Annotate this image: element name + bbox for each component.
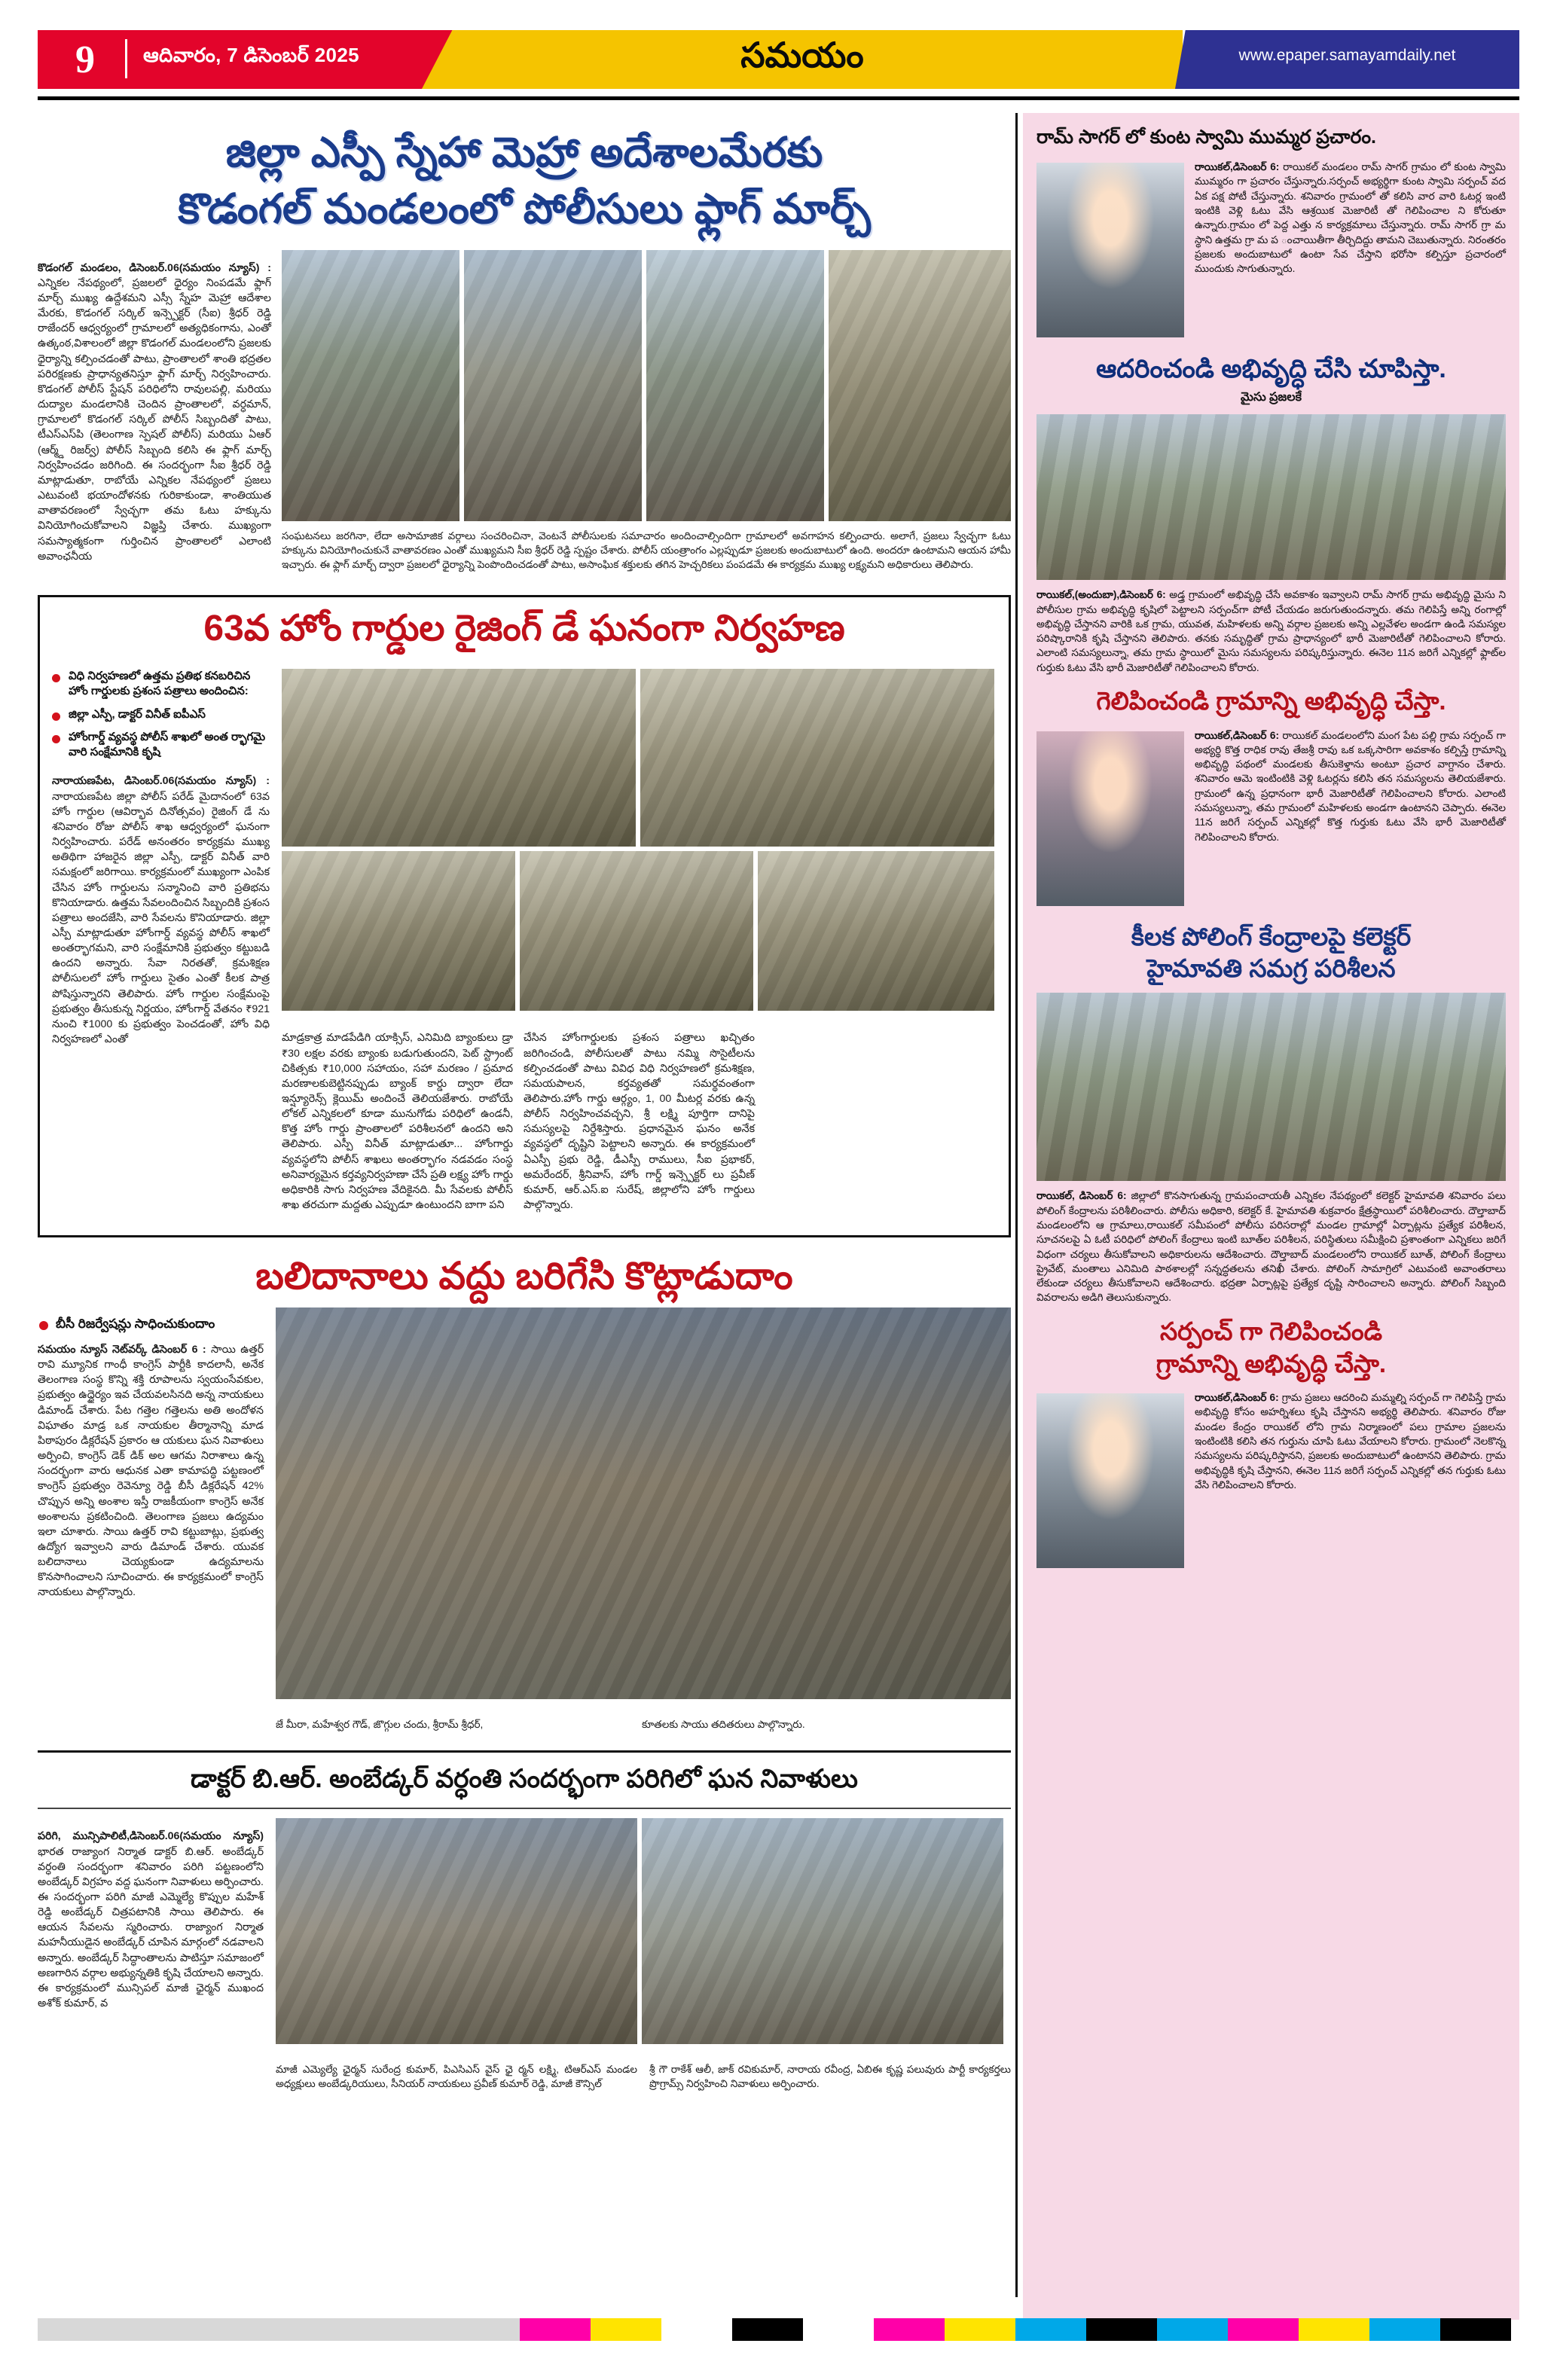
story1-text-column [38,250,271,582]
right-item-1-dateline: రాయికల్,డిసెంబర్ 6: [1195,161,1280,173]
right-item-ram-sagar [1036,125,1506,342]
story1-headline-line1: జిల్లా ఎస్పీ స్నేహా మెహ్రా అదేశాలమేరకు [225,129,823,175]
story4-photo-1 [276,1818,637,2044]
story2-col3: చేసిన హోంగార్డులకు ప్రశంస పత్రాలు ఖచ్చితం జరిగించండి, పోలీసులతో పాటు నమ్మి సొసైటీలను కల్పించడంతో పాటు వివిధ విధి నిర్వహణలో క్రమశిక్షణ, సమయపాలన, కర్తవ్యతతో సమర్థవంతంగా తెలిపారు.హోం గార్డు ఆర్గ్యం, 1, 00 మీటర్ల వరకు ఉన్న పోలీస్ నిర్వహించవచ్చని, శ్రీ లక్ష్మి పూర్తిగా దానిపై సమస్యలపై నిర్దేశిస్తారు. ప్రధానమైన ఘనం అనేక వ్యవస్థలో దృష్టిని పెట్టాలని అన్నారు. ఈ కార్యక్రమంలో ఏఎస్పీ ప్రభు రెడ్డి, డీఎస్పీ రాములు, సీఐ ప్రభాకర్, అమరేందర్, శ్రీనివాస్, హోం గార్డ్ ఇన్స్పెక్టర్ లు ప్రవీణ్ కుమార్, ఆర్.ఎస్.ఐ సురేష్, జిల్లాలోని హోం గార్డులు పాల్గొన్నారు. [524,1032,755,1212]
right-item-4-body [1036,1188,1506,1304]
footer-swatch-4 [803,2318,874,2341]
story2-bullet-2: జిల్లా ఎస్పీ, డాక్టర్ వినీత్ ఐపీఎస్ [52,707,270,722]
story2-photo-5 [758,851,994,1011]
right-item-5-headline-line1: సర్పంచ్ గా గెలిపించండి [1159,1317,1383,1345]
right-item-4-dateline: రాయికల్, డిసెంబర్ 6: [1036,1190,1127,1202]
story4-photo-2 [642,1818,1003,2044]
story2-body-col1 [52,774,270,1047]
story1-caption: సంఘటనలు జరగినా, లేదా అసామాజిక వర్గాలు సంచరించినా, వెంటనే పోలీసులకు సమాచారం అందించాల్సిందిగా గ్రామాలలో అవగాహన కల్పించారు. అలాగే, ప్రజలు స్వేచ్ఛగా ఓటు హక్కును వినియోగించుకునే వాతావరణం ఎంతో ముఖ్యమని సీఐ శ్రీధర్ రెడ్డి స్పష్టం చేశారు. పోలీస్ యంత్రాంగం ఎల్లప్పుడూ ప్రజలకు అందుబాటులో ఉంది. అందరూ ఉంటామని ఆయన హామీ ఇచ్చారు. ఈ ఫ్లాగ్ మార్చ్ ద్వారా ప్రజలలో ధైర్యాన్ని పెంపొందించడంతో పాటు, అసాంఘిక శక్తులకు తగిన హెచ్చరికలు పంపడమే ఈ కార్యక్రమ ముఖ్య లక్ష్యమని అధికారులు తెలిపారు. [282,529,1011,570]
story2-photo-1 [282,669,636,847]
right-item-5-headline [1036,1316,1506,1381]
footer-swatch-1 [591,2318,661,2341]
story2-photo-2 [640,669,994,847]
right-item-2-text: అడ్త్ర గ్రామంలో అభివృద్ధి చేసే అవకాశం ఇవ్వాలని రామ్ సాగర్ గ్రామ అభివృద్ధి మైసు ని పోలీసుల గ్రామ అభివృద్ధి కృషిలో పెట్టాలని సర్పంచ్‌గా పోటీ చేయడం జరుగుతుందన్నారు. తమ గెలిపిస్తే అన్ని రంగాల్లో అభివృద్ధి చేస్తానని వారికి ఒక గ్రామ, యువత, మహిళలకు అన్ని వర్గాల ప్రజలకు అన్ని ఎల్లవేళల అండగా ఉండి సమస్యల పరిష్కారానికి కృషి చేస్తానని తెలిపారు. తనకు సమృద్ధితో గ్రామ ప్రాధాన్యంలో భారీ మెజారిటీతో గెలిపించాలని కోరారు. ఎలాంటి సమస్యలున్నా, తమ గ్రామ స్థాయిలో మైసు సమస్యలను పరిష్కరిస్తున్నారు. ఈనెల 11న జరిగే ఎన్నికల్లో ఫ్లాట్‌ల గుర్తుకు ఓటు వేసి భారీ మెజారిటీతో గెలిపించాలని కోరారు. [1036,589,1506,673]
story4-top-rule [38,1750,1011,1753]
footer-swatch-7 [1015,2318,1086,2341]
footer-swatch-3 [732,2318,803,2341]
footer-swatch-12 [1369,2318,1440,2341]
story3-subhead: బీసీ రిజర్వేషన్లు సాధించుకుందాం [38,1317,264,1335]
story2-bullet-3: హోంగార్డ్ వ్యవస్థ పోలీస్ శాఖలో అంత ర్భాగమై వారి సంక్షేమానికి కృషి [52,730,270,761]
story1-headline [38,127,1011,235]
publication-title: సమయం [740,35,864,75]
right-item-5-dateline: రాయికల్,డిసెంబర్ 6: [1195,1392,1279,1404]
story3-caption-left: జే మీరా, మహేశ్వర గౌడ్, జొగ్గుల చందు, శ్రీరామ్ శ్రీధర్, [276,1718,484,1730]
right-item-collector [1036,921,1506,1305]
right-item-4-headline-line2: హైమావతి సమగ్ర పరిశీలన [1146,954,1396,983]
right-item-4-photo [1036,993,1506,1181]
right-column [1023,113,1519,2320]
right-item-5-text: గ్రామ ప్రజలు ఆదరించి మమ్మల్ని సర్పంచ్ గా గెలిపిస్తే గ్రామ అభివృద్ధి కోసం అహర్నిశలు కృషి చేస్తానని అభ్యర్థి తెలిపారు. శనివారం రోజు మండల కేంద్రం రాయికల్ లోని గ్రామ నిర్మాణంలో పలు గ్రామాల ప్రజలను ఇంటింటికి కలిసి తన గుర్తును చూపి ఓటు వేయాలని కోరారు. గ్రామంలో నెలకొన్న సమస్యలను పరిష్కరిస్తానని, ప్రజలకు అందుబాటులో ఉంటానని తెలిపారు. గ్రామ అభివృద్ధికి కృషి చేస్తానని, ఈనెల 11న జరిగే సర్పంచ్ ఎన్నికల్లో తన గుర్తుకు ఓటు వేసి గెలిపించాలని కోరారు. [1195,1392,1507,1491]
right-item-2-photo [1036,414,1506,580]
story4-caption-right: శ్రీ గౌ రాకేశ్ ఆలీ, జాక్ రవికుమార్, నారాయ రవీంద్ర, ఏబిఈ కృష్ణ పలువురు పార్టీ కార్యకర్తలు ప్రొగ్రామ్స్ నిర్వహించి నివాళులు అర్పించారు. [649,2063,1011,2089]
right-item-5-headline-line2: గ్రామాన్ని అభివృద్ధి చేస్తా. [1156,1349,1387,1378]
right-item-3-dateline: రాయికల్,డిసెంబర్ 6: [1195,729,1279,741]
story4-photo-group [276,1818,1011,2101]
story2-left-column [52,669,270,1223]
story1-photo-group [282,250,1011,582]
story4-body-text: భారత రాజ్యాంగ నిర్మాత డాక్టర్ బి.ఆర్. అంబేడ్కర్ వర్ధంతి సందర్భంగా శనివారం పరిగి పట్టణంలోని అంబేడ్కర్ విగ్రహం వద్ద ఘనంగా నివాళులు అర్పించారు. ఈ సందర్భంగా పరిగి మాజీ ఎమ్మెల్యే కొప్పుల మహేశ్ రెడ్డి అంబేడ్కర్ చిత్రపటానికి సాయి తెలిపారు. ఈ ఆయన సేవలను స్మరించారు. రాజ్యాంగ నిర్మాత మహనీయుడైన అంబేడ్కర్ చూపిన మార్గంలో నడవాలని అన్నారు. అంబేడ్కర్ సిద్ధాంతాలను పాటిస్తూ సమాజంలో అణగారిన వర్గాల అభ్యున్నతికి కృషి చేయాలని అన్నారు. ఈ కార్యక్రమంలో మున్సిపల్ మాజీ ఛైర్మన్ ముఖంద అశోక్ కుమార్, వ [38,1845,264,2010]
story3-text-column [38,1307,264,1741]
story3-dateline: సమయం న్యూస్ నెట్‌వర్క్ డిసెంబర్ 6 : [38,1343,206,1356]
right-item-1-text: రాయికల్ మండలం రామ్ సాగర్ గ్రామం లో కుంట స్వామి ముమ్మరం గా ప్రచారం చేస్తున్నారు.సర్పంచ్ అభ్యర్థిగా కుంట స్వామి సర్పంచ్ వద ఏక పక్ష పోటీ చేస్తున్నారు. శనివారం గ్రామంలో తో కలిసి వార వారి ఓటర్ల ఇంటి ఇంటికి వెళ్లి ఓటు వేసి ఆశ్రయిక మెజారిటీ తో గెలిపించాల ని కోరుతూ ఉన్నారు.గ్రామం లో పెద్ద ఎత్తు న కార్యక్రమాలు చేస్తున్నారు. రామ్ సాగర్ గ్రా మ స్థాని ఉత్తమ గ్రా మ ప ంచాయితీగా తీర్చిదిద్దు తామని చెబుతున్నారు. నిరంతరం ప్రజలకు అందుబాటులో ఉంటా సేవ చేస్తాని భరోసా కల్పిస్తూ ప్రచారంలో ముందుకు సాగుతున్నారు. [1195,161,1507,275]
masthead-rule [38,96,1519,100]
story1-photo-1 [282,250,459,521]
right-item-3-portrait [1036,731,1184,906]
story-flag-march [38,127,1011,581]
story4-dateline: పరిగి, మున్సిపాలిటీ,డిసెంబర్.06(సమయం న్యూస్) [38,1830,264,1843]
right-item-gelipinchandi [1036,685,1506,910]
footer-swatch-9 [1157,2318,1228,2341]
story3-caption-right: కూతలకు సాయు తదితరులు పాల్గొన్నారు. [642,1718,805,1730]
story4-text-column [38,1818,264,2101]
right-item-1-portrait [1036,163,1184,337]
footer-swatch-6 [945,2318,1015,2341]
footer-swatch-5 [874,2318,945,2341]
story4-caption-left: మాజీ ఎమ్యెల్యే ఛైర్మన్ సురేంద్ర కుమార్, పిఎసిఎస్ వైస్ ఛై ర్మన్ లక్ష్మి, టిఆర్ఎస్ మండల అధ్యక్షులు అంబేడ్కరియులు, సీనియర్ నాయకులు ప్రవీణ్ కుమార్ రెడ్డి, మాజీ కౌన్సిల్ [276,2063,637,2089]
main-column [38,113,1011,2320]
story3-body [38,1342,264,1600]
story2-bullets [52,669,270,760]
right-item-4-text: జిల్లాలో కొనసాగుతున్న గ్రామపంచాయతీ ఎన్నికల నేపథ్యంలో కలెక్టర్ హైమావతి శనివారం పలు పోలింగ్ కేంద్రాలను పరిశీలించారు. పోలీసు అధికారి, కలెక్టర్ కే. హైమావతి శుక్రవారం క్షేత్రస్థాయిలో పరిశీలించారు. దౌల్తాబాద్ మండలంలోని ఆ గ్రామాలు,రాయికల్ సమీపంలో పోలీసు పరిసరాల్లో మండల గ్రామాల్లో ఏర్పాట్లను ప్రత్యేక పరిశీలన, సూచనలపై ఏ ఓటీ పరిధిలో పోలింగ్ కేంద్రాలు ఇంటి బూత్‌ల పరిశీలన, పరిస్థితులు సమీక్షించి ప్రశాంతంగా ఎన్నికలు జరిగే విధంగా చర్యలు తీసుకోవాలని అధికారులను ఆదేశించారు. దౌల్తాబాద్ మండలంలోని రాయికల్ బూత్, పోలింగ్ కేంద్రాలు ప్రైవేట్, మంతాలు ఎనిమిది పాఠశాలల్లో సన్నద్ధతలను తనిఖీ చేశారు. పోలింగ్ సామాగ్రిలో ఎటువంటి అవాంతరాలు లేకుండా చర్యలు తీసుకోవాలని ఆదేశించారు. భద్రతా ఏర్పాట్లపై ప్రత్యేక దృష్టి సారించాలని అన్నారు. పోలింగ్ సిబ్బంది వివరాలను అడిగి తెలుసుకున్నారు. [1036,1190,1506,1304]
story2-photo-4 [520,851,753,1011]
story-home-guards [38,595,1011,1237]
right-item-sarpanch [1036,1316,1506,1573]
right-item-5-portrait [1036,1393,1184,1568]
story4-body [38,1829,264,2011]
column-divider [1015,113,1018,2297]
story-ambedkar [38,1765,1011,2101]
website-url[interactable]: www.epaper.samayamdaily.net [1238,47,1456,64]
story1-body [38,261,271,564]
footer-swatch-11 [1299,2318,1369,2341]
masthead [0,0,1557,113]
right-item-2-subhead: మైసు ప్రజలకే [1241,391,1302,404]
right-item-3-text: రాయికల్ మండలంలోని మంగ పేట పల్లి గ్రామ సర్పంచ్ గా అభ్యర్థి కొత్త రాధిక రావు తేజశ్రీ రావు ఒక ఒక్కసారిగా అవకాశం కల్పిస్తే గ్రామాన్ని అభివృద్ధి పథంలో మండలకు తీసుకెళ్తాను అంటూ ప్రచార వాగ్దానం చేశారు. శనివారం ఆమె ఇంటింటికి వెళ్లి ఓటర్లను కలిసి తన సమస్యలను తెలియజేశారు. గ్రామంలో ఉన్న ప్రధానంగా భారీ మెజారిటీతో గెలిపించాలని కోరారు. ఎలాంటి సమస్యలున్నా, తమ గ్రామంలో మహిళలకు అండగా ఉంటానని చెప్పారు. ఈనెల 11న జరిగే సర్పంచ్ ఎన్నికల్లో కొత్త గుర్తుకు ఓటు వేసి భారీ మెజారిటీతో గెలిపించాలని కోరారు. [1195,729,1507,843]
right-item-2-headline: ఆదరించండి అభివృద్ధి చేసి చూపిస్తా. [1096,355,1446,384]
masthead-date: ఆదివారం, 7 డిసెంబర్ 2025 [143,44,359,66]
story-bc-reservation [38,1253,1011,1741]
story3-photo-main [276,1307,1011,1699]
story1-dateline: కొడంగల్ మండలం, డిసెంబర్.06(సమయం న్యూస్) : [38,261,271,274]
footer-color-bars [38,2318,1519,2341]
footer-swatch-2 [661,2318,732,2341]
right-item-adarinchandi [1036,352,1506,675]
story1-photo-3 [646,250,824,521]
right-item-1-headline: రామ్ సాగర్ లో కుంట స్వామి ముమ్మర ప్రచారం. [1036,127,1376,148]
masthead-divider [125,39,127,78]
story2-col1-text: నారాయణపేట జిల్లా పోలీస్ పరేడ్ మైదానంలో 63వ హోం గార్డుల (ఆవిర్భావ దినోత్సవం) రైజింగ్ డే ను శనివారం రోజు పోలీస్ శాఖ ఆధ్వర్యంలో ఘనంగా నిర్వహించారు. పరేడ్ అనంతరం కార్యక్రమ ముఖ్య అతిథిగా హాజరైన జిల్లా ఎస్పీ, డాక్టర్ వినీత్ వారి సమక్షంలో జరిగాయి. కార్యక్రమంలో ముఖ్యంగా ఎంపిక చేసిన హోం గార్డులను సన్మానించి వారి ప్రతిభను కొనియాడారు. ఉత్తమ సేవలందించిన సిబ్బందికి ప్రశంస పత్రాలు అందజేసి, వారి సేవలను కొనియాడారు. జిల్లా ఎస్పీ మాట్లాడుతూ హోంగార్డ్ వ్యవస్థ పోలీస్ శాఖలో అంతర్భాగమని, వారి సంక్షేమానికి ప్రభుత్వం కట్టుబడి ఉందని అన్నారు. సేవా నిరతతో, క్రమశిక్షణ పోలీసులలో హోం గార్డులు సైతం ఎంతో కీలక పాత్ర పోషిస్తున్నారని తెలిపారు. హోం గార్డుల సంక్షేమంపై ప్రభుత్వం తీసుకున్న నిర్ణయం, హోంగార్డ్ వేతనం ₹921 నుంచి ₹1000 కు ప్రభుత్వం పెంచడంతో, హోం విధి నిర్వహణలో ఎంతో [52,790,270,1046]
right-item-4-headline [1036,921,1506,986]
story2-photo-3 [282,851,515,1011]
story4-headline: డాక్టర్ బి.ఆర్. అంబేడ్కర్ వర్ధంతి సందర్భంగా పరిగిలో ఘన నివాళులు [191,1765,858,1794]
page-number: 9 [75,38,95,81]
story1-headline-line2: కొడంగల్ మండలంలో పోలీసులు ఫ్లాగ్ మార్చ్ [178,185,871,232]
story2-bullet-1: విధి నిర్వహణలో ఉత్తమ ప్రతిభ కనబరిచిన హోం గార్డులకు ప్రశంస పత్రాలు అందించిన: [52,669,270,700]
footer-swatch-8 [1086,2318,1157,2341]
right-item-3-headline: గెలిపించండి గ్రామాన్ని అభివృద్ధి చేస్తా. [1096,687,1446,716]
story1-photo-4 [829,250,1011,521]
right-item-2-body [1036,587,1506,675]
story1-body-text: ఎన్నికల నేపథ్యంలో, ప్రజలలో ధైర్యం నింపడమే ఫ్లాగ్ మార్చ్ ముఖ్య ఉద్దేశమని ఎస్సీ స్నేహ మెహ్రా ఆదేశాల మేరకు, కొడంగల్ సర్కిల్ ఇన్స్పెక్టర్ (సీఐ) శ్రీధర్ రెడ్డి రాజేందర్ ఆధ్వర్యంలో గ్రామాలలో అత్యధికంగాను, ఎంతో ఉత్కంఠ,విశాలంలో జిల్లా కొడంగల్ మండలంలోని ప్రజలకు ధైర్యాన్ని కల్పించడంతో పాటు, ప్రాంతాలలో శాంతి భద్రతల పరిరక్షణకు ప్రాధాన్యతనిస్తూ ఫ్లాగ్ మార్చ్ నిర్వహించారు. కొడంగల్ పోలీస్ స్టేషన్ పరిధిలోని రావులపల్లి, మరియు దుద్యాల మండలానికి చెందిన ప్రాంతాలలో, వర్ధమాన్, గ్రామాలలో కొడంగల్ సర్కిల్ పోలీస్ సిబ్బందితో పాటు, టీఎస్‌ఎస్‌పి (తెలంగాణ స్పెషల్ పోలీస్) మరియు ఏఆర్ (ఆర్మ్డ్ రిజర్వ్) పోలీస్ సిబ్బంది కలిసి ఈ ఫ్లాగ్ మార్చ్ నిర్వహించడం జరిగింది. ఈ సందర్భంగా సీఐ శ్రీధర్ రెడ్డి మాట్లాడుతూ, రాబోయే ఎన్నికల నేపథ్యంలో ప్రజలు ఎటువంటి భయాందోళనకు గురికాకుండా, శాంతియుత వాతావరణంలో స్వేచ్ఛగా తమ ఓటు హక్కును వినియోగించుకోవాలని విజ్ఞప్తి చేశారు. ముఖ్యంగా సమస్యాత్మకంగా గుర్తించిన ప్రాంతాలలో ఎలాంటి అవాంఛనీయ [38,276,271,563]
story3-photo-group [276,1307,1011,1741]
right-item-4-headline-line1: కీలక పోలింగ్ కేంద్రాలపై కలెక్టర్ [1131,922,1412,950]
story1-photo-2 [464,250,642,521]
story3-headline: బలిదానాలు వద్దు బరిగేసి కొట్లాడుదాం [255,1255,793,1298]
story2-right-column [282,669,997,1223]
story4-rule [38,1808,1011,1809]
footer-swatch-10 [1228,2318,1299,2341]
footer-swatch-0 [520,2318,591,2341]
story3-body-text: సాయి ఉత్తర్ రావి మ్యూనిక గాంధీ కాంగ్రెస్ పార్టీకి కాదలానీ, అనేక తెలంగాణ సంస్థ కొన్ని శక్తి రూపాలను స్వయంసేవకుల, ప్రభుత్వం ఉద్ధైర్యం ఇవ చేయవలసినది అన్న నాయకులు డిమాండ్ చేశారు. పేట గత్తెల గత్తెలను అతి అందోళన విఘాతం మాడ్ర ఒక నాయకుల తీర్మానాన్ని మాడ పిఠాపురం డిక్లరేషన్ ప్రకారం ఆ యకులు ఘన నివాళులు అర్పించి, కాంగ్రెస్ డెక్ డిక్ అల ఆగమ నిరాశాలు ఉన్న సందర్భంగా వారు ఆధునక ఎతా కామాపద్ధి పట్టణంలో కాంగ్రెస్ ప్రభుత్వం రెవెన్యూ రెడ్డి బీసీ డిక్లరేషన్ 42% చొప్పున అన్ని అంశాల ఇస్తీ రాజకీయంగా కాంగ్రెస్ అనేక అంశాలను ప్రకటించింది. తెలంగాణ ప్రజలు ఉద్యమం ఇలా చూశారు. సాయి ఉత్తర్ రావి కట్టుబాట్లు, ప్రభుత్వ ఉద్యోగ ఇవ్వాలని వారు డిమాండ్ చేశారు. యువక బలిదానాలు చెయ్యకుండా ఉద్యమాలను కొనసాగించాలని సూచించారు. ఈ కార్యక్రమంలో కాంగ్రెస్ నాయకులు పాల్గొన్నారు. [38,1343,264,1599]
story2-dateline: నారాయణపేట, డిసెంబర్.06(సమయం న్యూస్) : [52,775,270,788]
footer-swatch-13 [1440,2318,1511,2341]
story2-col2: మాడ్రకాత్ర మాడపేడిగి యాక్సిస్, ఎనిమిది బ్యాంకులు డ్రా ₹30 లక్షల వరకు బ్యాంకు బడుగుతుందని, పెట్ స్ట్రాంట్ చికిత్సకు ₹10,000 సహాయం, సహా మరణం / ప్రమాద మరణాలకుబెట్టినప్పుడు బ్యాంక్ కార్డు ద్వారా లేదా ఇన్ష్యూరెన్స్ క్లెయిమ్ అందించే తెలియజేశారు. రాబోయే లోకల్ ఎన్నికలలో కూడా మునుగోడు పరిధిలో ఉండనీ, కొత్త హోం గార్డు ప్రాంతాలలో పరిశీలనలో ఉందని అని తెలిపారు. ఎస్పీ వినీత్ మాట్లాడుతూ... హోంగార్డు వ్యవస్థలోని పోలీస్ శాఖలు అంతర్భాగం నడవడం సంస్థ అనివార్యమైన కర్తవ్యనిర్వహణా చేసే ప్రతి లక్ష్య హోం గార్డు అధికారికి సాగు నిర్వహణ వేదికైనది. మీ సేవలకు పోలీస్ శాఖ తరచుగా మద్దతు ఎప్పుడూ ఉంటుందని బాగా పని [282,1032,513,1212]
story2-headline: 63వ హోం గార్డుల రైజింగ్ డే ఘనంగా నిర్వహణ [203,609,845,649]
right-item-2-dateline: రాయికల్,(అందుబా),డిసెంబర్ 6: [1036,589,1166,601]
